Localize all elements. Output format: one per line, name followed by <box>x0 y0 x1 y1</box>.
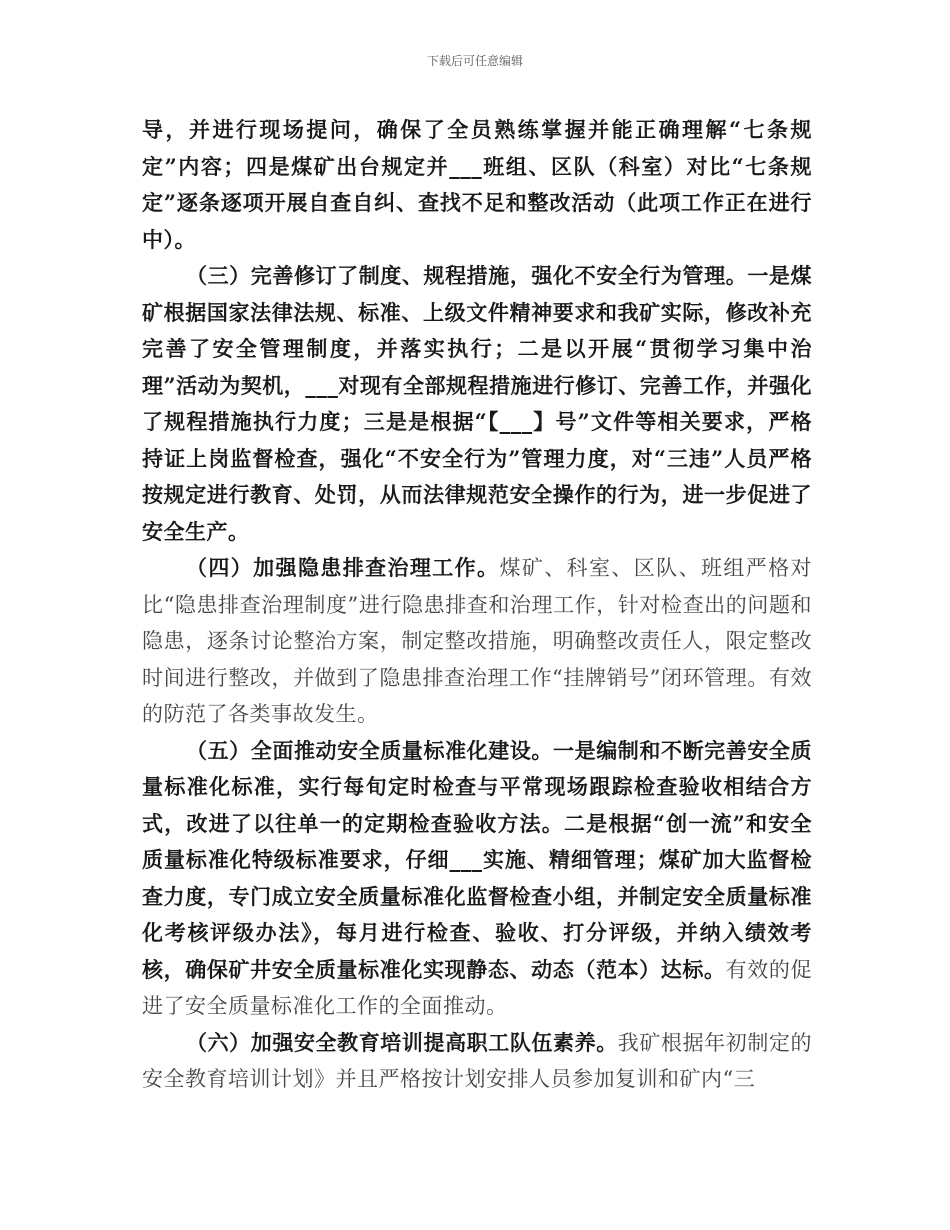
paragraph-section-6 <box>142 1025 812 1098</box>
page-header-note: 下载后可任意编辑 <box>426 54 523 68</box>
paragraph-section-5 <box>142 733 812 1025</box>
section-heading: （四）加强隐患排查治理工作。 <box>186 555 500 580</box>
paragraph-body: 一是编制和不断完善安全质量标准化标准，实行每旬定时检查与平常现场跟踪检查验收相结合方式，改进了以往单一的定期检查验收方法。二是根据“创一流”和安全质量标准化特级标准要求，仔细___实施、精细管理；煤矿加大监督检查力度，专门成立安全质量标准化监督检查小组，并制定安全质量标准化考核评级办法》，每月进行检查、验收、打分评级，并纳入绩效考核，确保矿井安全质量标准化实现静态、动态（范本）达标。 <box>142 737 813 982</box>
section-heading: （六）加强安全教育培训提高职工队伍素养。 <box>186 1029 618 1055</box>
paragraph-tail: 有效的促进了安全质量标准化工作的全面推动。 <box>142 957 813 1018</box>
paragraph-body: 导，并进行现场提问，确保了全员熟练掌握并能正确理解“七条规定”内容；四是煤矿出台规定并___班组、区队（科室）对比“七条规定”逐条逐项开展自查自纠、查找不足和整改活动（此项工作正在进行中）。 <box>142 117 812 252</box>
document-body <box>142 112 812 1098</box>
paragraph-section-4 <box>142 550 812 733</box>
paragraph-continued <box>142 112 812 258</box>
section-heading: （五）全面推动安全质量标准化建设。 <box>186 737 554 763</box>
paragraph-body: 煤矿、科室、区队、班组严格对比“隐患排查治理制度”进行隐患排查和治理工作，针对检查出的问题和隐患，逐条讨论整治方案，制定整改措施，明确整改责任人，限定整改时间进行整改，并做到了隐患排查治理工作“挂牌销号”闭环管理。有效的防范了各类事故发生。 <box>142 556 813 726</box>
paragraph-body: 我矿根据年初制定的安全教育培训计划》并且严格按计划安排人员参加复训和矿内“三 <box>142 1030 813 1091</box>
section-heading: （三）完善修订了制度、规程措施，强化不安全行为管理。 <box>186 263 748 288</box>
paragraph-body: 一是煤矿根据国家法律法规、标准、上级文件精神要求和我矿实际，修改补充完善了安全管理制度，并落实执行；二是以开展“贯彻学习集中治理”活动为契机，___对现有全部规程措施进行修订、完善工作，并强化了规程措施执行力度；三是是根据“【___】号”文件等相关要求，严格持证上岗监督检查，强化“不安全行为”管理力度，对“三违”人员严格按规定进行教育、处罚，从而法律规范安全操作的行为，进一步促进了安全生产。 <box>142 263 813 544</box>
paragraph-section-3 <box>142 258 812 550</box>
